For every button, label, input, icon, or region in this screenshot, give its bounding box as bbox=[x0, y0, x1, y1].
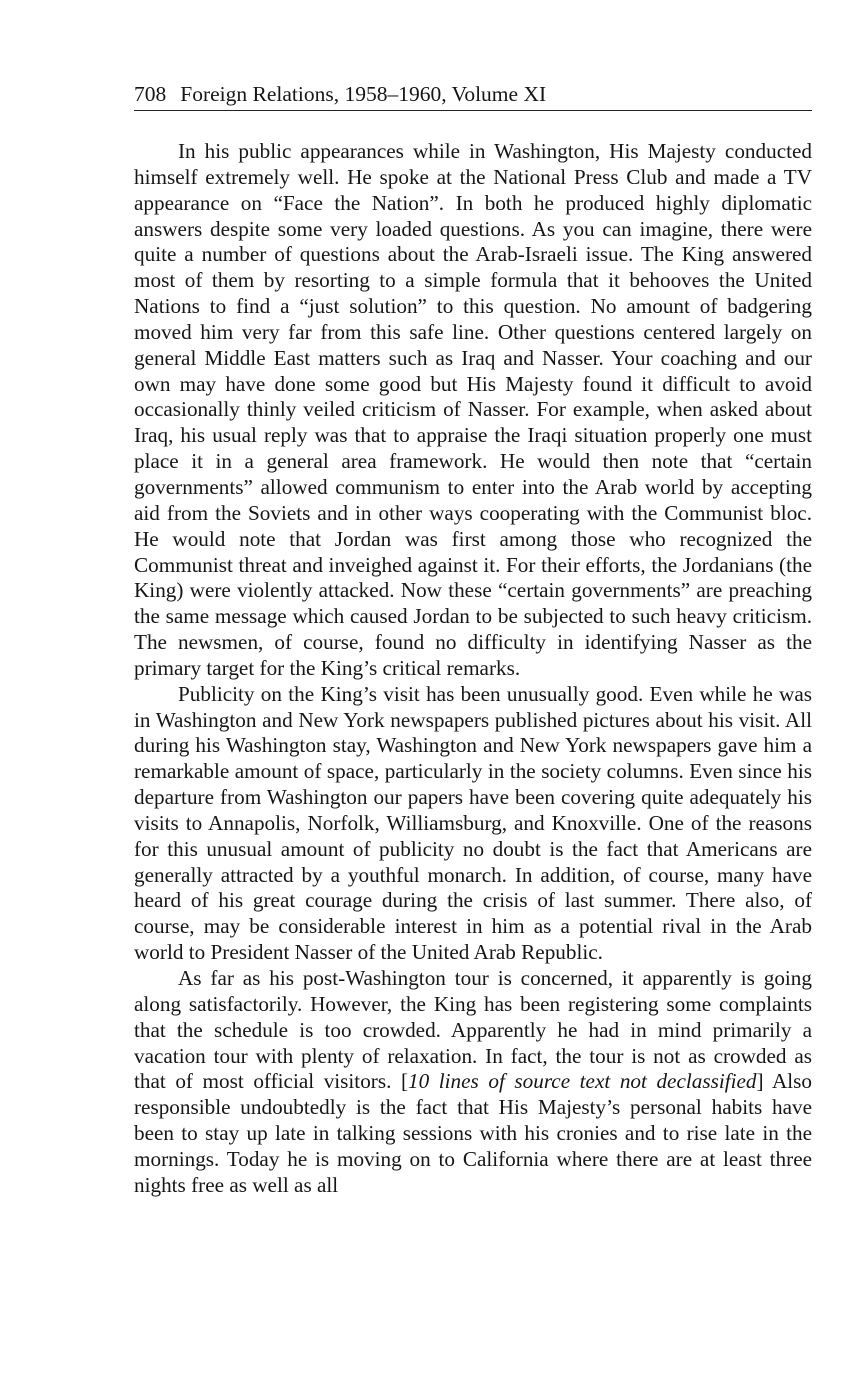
paragraph-public-appearances: In his public appearances while in Washington, His Majesty conducted himself extremely well. He spoke at the National Press Club and made a TV appearance on “Face the Nation”. In both he produced highly diplomatic answers despite some very loaded questions. As you can imagine, there were quite a number of questions about the Arab-Israeli issue. The King answered most of them by resorting to a simple formula that it behooves the United Nations to find a “just solution” to this question. No amount of badgering moved him very far from this safe line. Other questions centered largely on general Middle East matters such as Iraq and Nasser. Your coaching and our own may have done some good but His Majesty found it difficult to avoid occasionally thinly veiled criticism of Nasser. For example, when asked about Iraq, his usual reply was that to appraise the Iraqi situation properly one must place it in a general area framework. He would then note that “certain governments” allowed communism to enter into the Arab world by accepting aid from the Soviets and in other ways cooperating with the Communist bloc. He would note that Jordan was first among those who recognized the Communist threat and inveighed against it. For their efforts, the Jordanians (the King) were violently attacked. Now these “certain governments” are preaching the same message which caused Jordan to be subjected to such heavy criticism. The newsmen, of course, found no difficulty in identifying Nasser as the primary target for the King’s critical remarks. bbox=[134, 139, 812, 680]
paragraph-tour-text-start: As far as his post-Washington tour is concerned, it apparently is going along satisfactorily. However, the King has been registering some complaints that the schedule is too crowded. Apparently he had in mind primarily a vacation tour with plenty of relaxation. In fact, the tour is not as crowded as that of most official visitors. [ bbox=[134, 966, 812, 1094]
body-text bbox=[134, 139, 812, 1199]
paragraph-tour-text-end: ] Also responsible undoubtedly is the fact that His Majesty’s personal habits have been to stay up late in talking sessions with his cronies and to rise late in the mornings. Today he is moving on to California where there are at least three nights free as well as all bbox=[134, 1069, 812, 1197]
running-head bbox=[134, 80, 812, 111]
paragraph-publicity: Publicity on the King’s visit has been unusually good. Even while he was in Washington and New York newspapers published pictures about his visit. All during his Washington stay, Washington and New York newspapers gave him a remarkable amount of space, particularly in the society columns. Even since his departure from Washington our papers have been covering quite adequately his visits to Annapolis, Norfolk, Williamsburg, and Knoxville. One of the reasons for this unusual amount of publicity no doubt is the fact that Americans are generally attracted by a youthful monarch. In addition, of course, many have heard of his great courage during the crisis of last summer. There also, of course, may be considerable interest in him as a potential rival in the Arab world to President Nasser of the United Arab Republic. bbox=[134, 681, 812, 965]
paragraph-tour bbox=[134, 966, 812, 1199]
editorial-note-not-declassified: 10 lines of source text not declassified bbox=[408, 1069, 757, 1094]
page-number: 708 bbox=[134, 82, 167, 106]
document-page bbox=[134, 80, 812, 1199]
running-title: Foreign Relations, 1958–1960, Volume XI bbox=[180, 82, 547, 106]
